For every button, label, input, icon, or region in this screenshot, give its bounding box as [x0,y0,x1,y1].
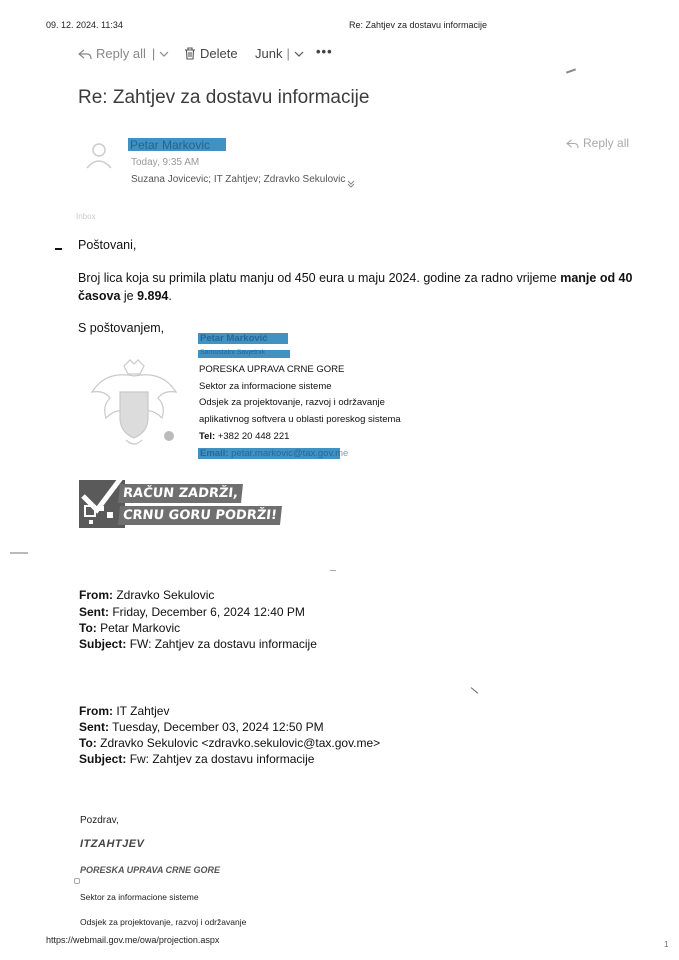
print-datetime: 09. 12. 2024. 11:34 [46,20,123,30]
signature-sector: Sektor za informacione sisteme [199,381,332,392]
fwd1-sent: Sent: Friday, December 6, 2024 12:40 PM [79,605,305,619]
body-line-1: Broj lica koja su primila platu manju od 450 eura u maju 2024. godine za radno vrijeme manje od 40 [78,271,633,285]
signature-dept-1: Odsjek za projektovanje, razvoj i održavanje [199,397,385,408]
header-reply-all-button[interactable] [566,136,629,150]
avatar-icon [82,137,116,171]
signature-name: Petar Marković [200,333,268,344]
reply-all-icon [566,138,579,149]
message-subject: Re: Zahtjev za dostavu informacije [78,87,370,108]
more-options-button[interactable]: ••• [316,44,333,59]
footer-greeting: Pozdrav, [80,815,119,826]
greeting: Poštovani, [78,238,137,252]
signature-title: Samostalni Savjetnik [200,349,265,356]
signature-email: Email: petar.markovic@tax.gov.me [200,448,349,459]
footer-name: ITZAHTJEV [80,838,145,850]
avatar [82,137,116,171]
scan-mark [74,878,80,884]
reply-all-button[interactable]: Reply all | [78,46,169,61]
sender-name[interactable]: Petar Markovic [130,138,211,152]
message-recipients[interactable]: Suzana Jovicevic; IT Zahtjev; Zdravko Sekulovic [131,174,346,185]
page-number: 1 [664,940,669,949]
footer-sector: Sektor za informacione sisteme [80,892,199,902]
expand-recipients-icon[interactable] [347,175,355,193]
scan-mark [10,552,28,554]
fwd1-to: To: Petar Markovic [79,621,181,635]
delete-label: Delete [200,46,238,61]
fwd1-subject: Subject: FW: Zahtjev za dostavu informacije [79,637,317,651]
reply-all-icon [78,48,92,60]
scan-mark [566,68,576,73]
fwd2-subject: Subject: Fw: Zahtjev za dostavu informacije [79,752,315,766]
fwd2-to: To: Zdravko Sekulovic <zdravko.sekulovic@tax.gov.me> [79,736,381,750]
scan-mark [471,687,479,694]
trash-icon [184,47,196,60]
reply-all-label: Reply all [583,136,630,150]
message-time: Today, 9:35 AM [131,157,200,168]
print-title: Re: Zahtjev za dostavu informacije [349,20,488,30]
campaign-banner [79,470,278,532]
coat-of-arms-icon [84,352,184,452]
scan-mark [55,248,62,250]
banner-line-1: RAČUN ZADRŽI, [118,484,243,503]
banner-line-2: CRNU GORU PODRŽI! [118,506,282,525]
chevron-down-icon[interactable] [294,50,304,58]
folder-label: Inbox [76,212,96,221]
footer-dept: Odsjek za projektovanje, razvoj i održavanje [80,917,247,927]
junk-label: Junk [255,46,283,61]
print-url[interactable]: https://webmail.gov.me/owa/projection.aspx [46,935,220,945]
scan-mark [330,570,336,571]
signature-dept-2: aplikativnog softvera u oblasti poreskog sistema [199,414,401,425]
signature-tel: Tel: +382 20 448 221 [199,431,290,442]
delete-button[interactable] [184,46,238,61]
chevron-down-icon[interactable] [159,50,169,58]
closing: S poštovanjem, [78,321,165,335]
body-line-2: časova je 9.894. [78,289,172,303]
signature-org: PORESKA UPRAVA CRNE GORE [199,364,345,375]
junk-button[interactable]: Junk | [255,46,304,61]
fwd2-sent: Sent: Tuesday, December 03, 2024 12:50 PM [79,720,324,734]
fwd1-from: From: Zdravko Sekulovic [79,588,215,602]
footer-org: PORESKA UPRAVA CRNE GORE [80,865,221,875]
reply-all-label: Reply all [96,46,146,61]
fwd2-from: From: IT Zahtjev [79,704,170,718]
